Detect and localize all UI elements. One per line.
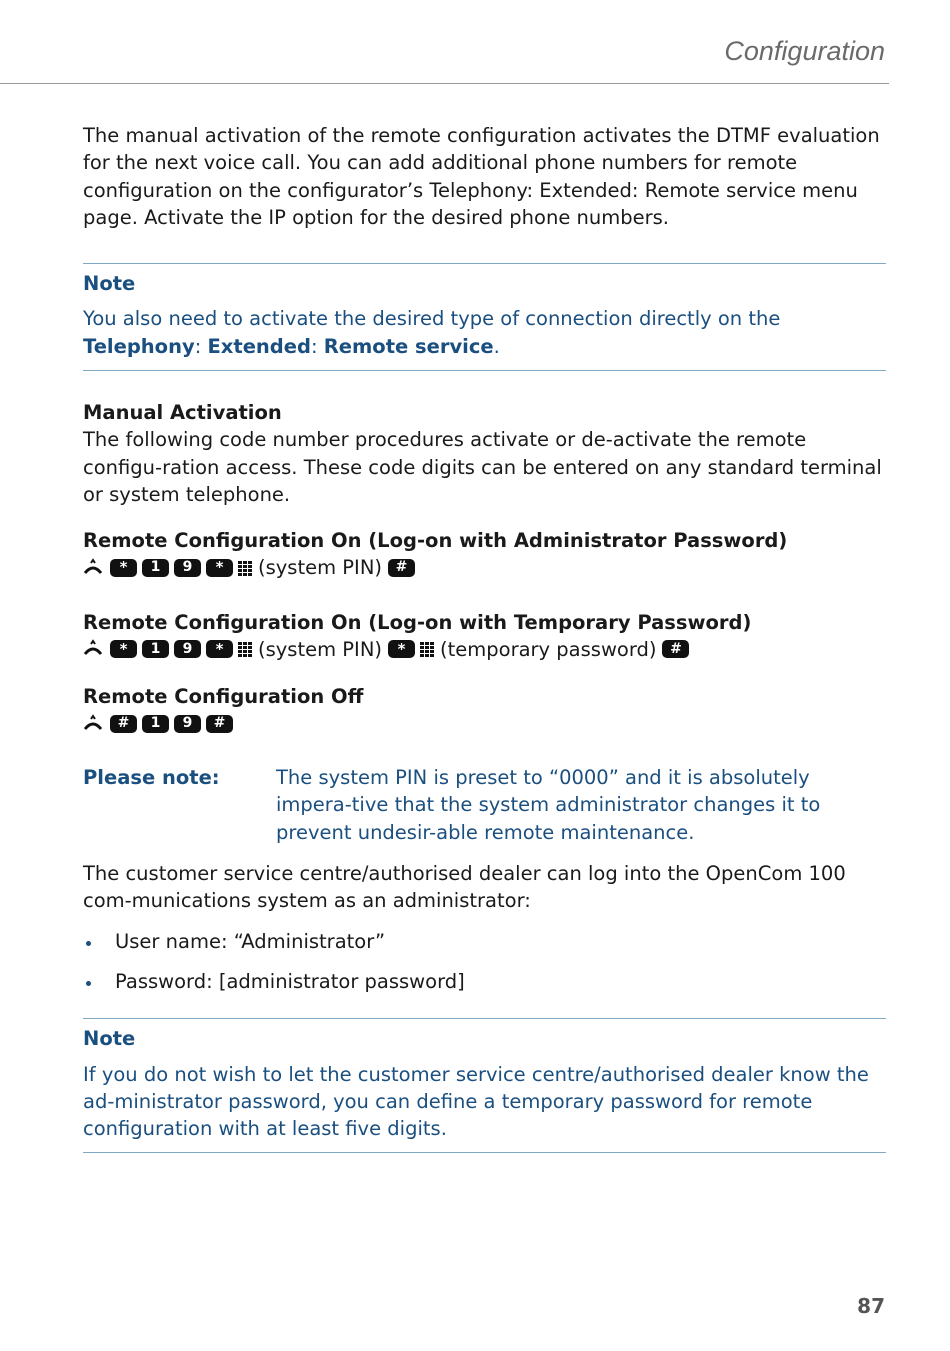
note-box-connection — [83, 263, 886, 371]
procedure-admin-title: Remote Configuration On (Log-on with Administrator Password) — [83, 529, 788, 553]
note-text: If you do not wish to let the customer service centre/authorised dealer know the ad-ministrator password, you can define a temporary password for remote configuration with at least five digits. — [83, 1062, 869, 1141]
key-digit: 9 — [174, 715, 201, 733]
procedure-temporary-sequence — [83, 636, 886, 663]
note-separator: : — [194, 334, 208, 358]
procedure-temporary — [83, 609, 886, 663]
key-digit: 1 — [142, 559, 169, 577]
key-digit: 9 — [174, 640, 201, 658]
page-number: 87 — [857, 1294, 885, 1318]
manual-activation-section — [83, 399, 886, 508]
procedure-admin — [83, 527, 886, 581]
page-content — [83, 122, 886, 1153]
note-text-end: . — [493, 334, 500, 358]
keypad-icon — [420, 642, 434, 657]
note-box-temporary-password — [83, 1018, 886, 1153]
header-divider — [0, 83, 889, 84]
key-hash: # — [110, 715, 137, 733]
temporary-password-text: (temporary password) — [440, 637, 657, 661]
key-star: * — [110, 559, 137, 577]
please-note-text: The system PIN is preset to “0000” and it is absolutely impera-tive that the system administrator changes it to prevent undesir-able remote maintenance. — [276, 766, 821, 844]
key-hash: # — [388, 559, 415, 577]
procedure-temporary-title: Remote Configuration On (Log-on with Temporary Password) — [83, 610, 752, 634]
key-digit: 9 — [174, 559, 201, 577]
handset-lift-icon — [83, 639, 103, 659]
keypad-icon — [238, 561, 252, 576]
keypad-icon — [238, 642, 252, 657]
procedure-off-title: Remote Configuration Off — [83, 684, 364, 708]
key-star: * — [206, 559, 233, 577]
note-term-extended: Extended — [207, 334, 311, 358]
manual-activation-text: The following code number procedures activate or de-activate the remote configu-ration access. These code digits can be entered on any standard terminal or system telephone. — [83, 428, 882, 506]
note-text-part: You also need to activate the desired type of connection directly on the — [83, 307, 781, 331]
handset-lift-icon — [83, 558, 103, 578]
note-term-remote-service: Remote service — [323, 334, 494, 358]
please-note-label: Please note: — [83, 766, 220, 790]
key-hash: # — [662, 640, 689, 658]
procedure-off — [83, 683, 886, 737]
note-title: Note — [83, 1027, 136, 1051]
list-item: User name: “Administrator” — [83, 928, 886, 955]
page-header-title: Configuration — [724, 36, 885, 66]
intro-paragraph: The manual activation of the remote configuration activates the DTMF evaluation for the next voice call. You can add additional phone numbers for remote configuration on the configurator’s Telephony: Extended: Remote service menu page. Activate the IP option for the desired phone numbers. — [83, 124, 880, 229]
key-star: * — [110, 640, 137, 658]
dealer-paragraph: The customer service centre/authorised dealer can log into the OpenCom 100 com-munications system as an administrator: — [83, 862, 846, 913]
key-hash: # — [206, 715, 233, 733]
system-pin-text: (system PIN) — [258, 556, 383, 580]
key-digit: 1 — [142, 640, 169, 658]
note-text — [83, 305, 886, 360]
credentials-list — [83, 928, 886, 996]
key-digit: 1 — [142, 715, 169, 733]
please-note-block — [83, 764, 886, 846]
procedure-admin-sequence — [83, 555, 886, 582]
manual-activation-title: Manual Activation — [83, 401, 282, 425]
procedure-off-sequence — [83, 710, 886, 737]
key-star: * — [388, 640, 415, 658]
key-star: * — [206, 640, 233, 658]
system-pin-text: (system PIN) — [258, 637, 383, 661]
handset-lift-icon — [83, 714, 103, 734]
note-term-telephony: Telephony — [83, 334, 195, 358]
note-separator: : — [310, 334, 324, 358]
list-item: Password: [administrator password] — [83, 968, 886, 995]
note-title: Note — [83, 272, 136, 296]
